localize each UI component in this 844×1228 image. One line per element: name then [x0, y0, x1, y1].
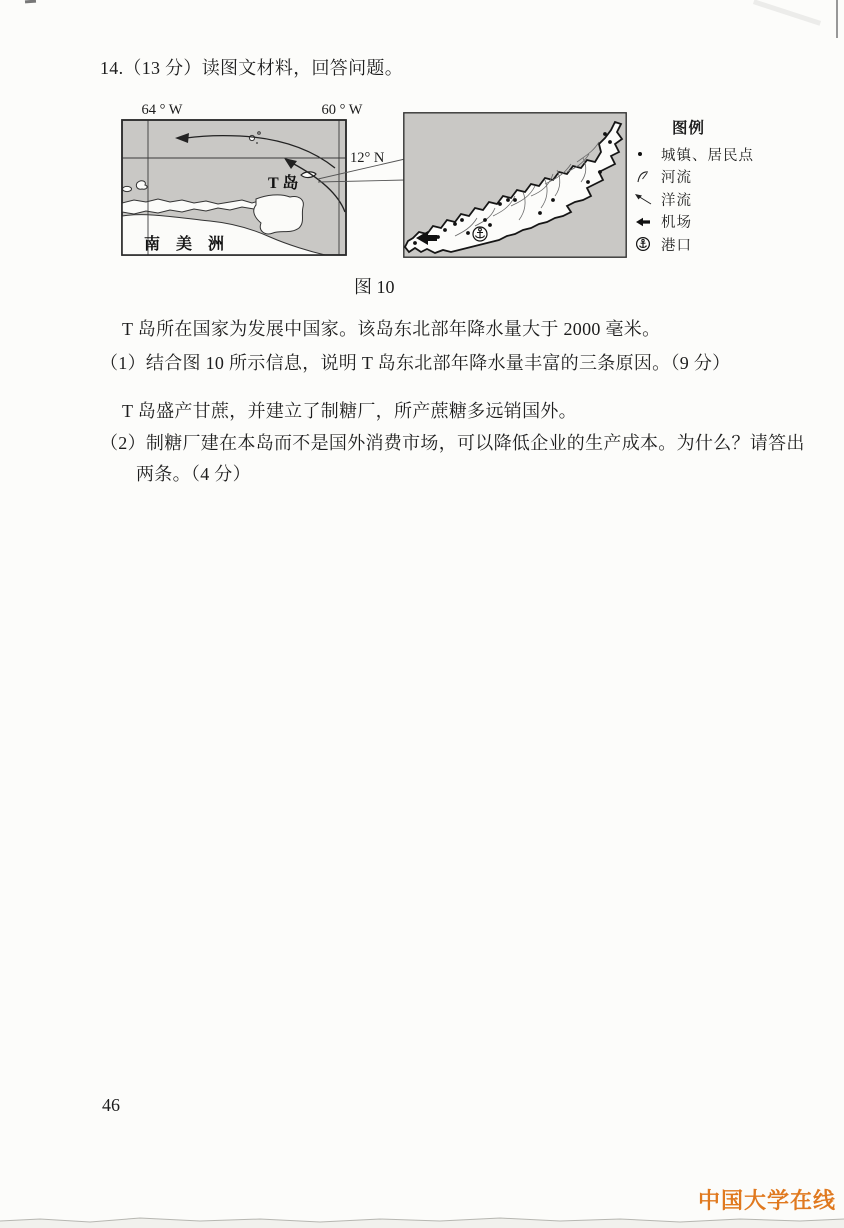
port-anchor-icon: [632, 236, 654, 252]
question-1: （1）结合图 10 所示信息，说明 T 岛东北部年降水量丰富的三条原因。（9 分）: [100, 353, 731, 373]
large-island: [254, 195, 304, 234]
intro-paragraph-2: T 岛盛产甘蔗，并建立了制糖厂，所产蔗糖多远销国外。: [122, 401, 577, 421]
lat-label: 12° N: [350, 150, 385, 166]
settlement-dot-icon: [632, 146, 654, 162]
lon-west-label: 64 ° W: [141, 102, 183, 118]
legend-item-port: [632, 233, 807, 256]
question-header: 14.（13 分）读图文材料，回答问题。: [100, 58, 403, 78]
legend-label: 城镇、居民点: [661, 147, 754, 164]
torn-bottom-edge: [0, 1212, 844, 1228]
islet: [256, 142, 258, 144]
t-island-label: T 岛: [268, 175, 299, 192]
legend-label: 机场: [661, 215, 692, 232]
airport-arrow-icon: [632, 214, 654, 230]
island-detail-map: [403, 112, 627, 258]
question-2-line-1: （2）制糖厂建在本岛而不是国外消费市场，可以降低企业的生产成本。为什么？请答出: [100, 433, 805, 453]
scan-speck-top-left: [25, 0, 36, 3]
page-number: 46: [102, 1095, 120, 1115]
question-2-line-2: 两条。（4 分）: [136, 464, 251, 484]
legend-label: 洋流: [661, 192, 692, 209]
callout-leader-lines: [312, 150, 408, 190]
lon-east-label: 60 ° W: [321, 102, 363, 118]
legend-title: 图例: [672, 120, 706, 137]
legend-item-ocean-current: [632, 188, 807, 211]
ocean-current-arrow-icon: [632, 191, 654, 207]
legend-item-river: [632, 166, 807, 189]
map-legend: [632, 116, 807, 256]
site-watermark: 中国大学在线: [698, 1188, 837, 1213]
figure-caption: 图 10: [354, 277, 395, 297]
legend-label: 港口: [661, 237, 692, 254]
scan-line-top-right: [836, 0, 838, 38]
continent-label: 南 美 洲: [144, 236, 231, 253]
intro-paragraph-1: T 岛所在国家为发展中国家。该岛东北部年降水量大于 2000 毫米。: [122, 319, 661, 339]
river-line-icon: [632, 169, 654, 185]
legend-item-airport: [632, 211, 807, 234]
small-island: [123, 186, 132, 191]
legend-label: 河流: [661, 170, 692, 187]
scan-streak: [753, 0, 821, 26]
small-island: [136, 181, 147, 189]
legend-item-settlement: [632, 143, 807, 166]
port-anchor-icon: [473, 227, 487, 241]
